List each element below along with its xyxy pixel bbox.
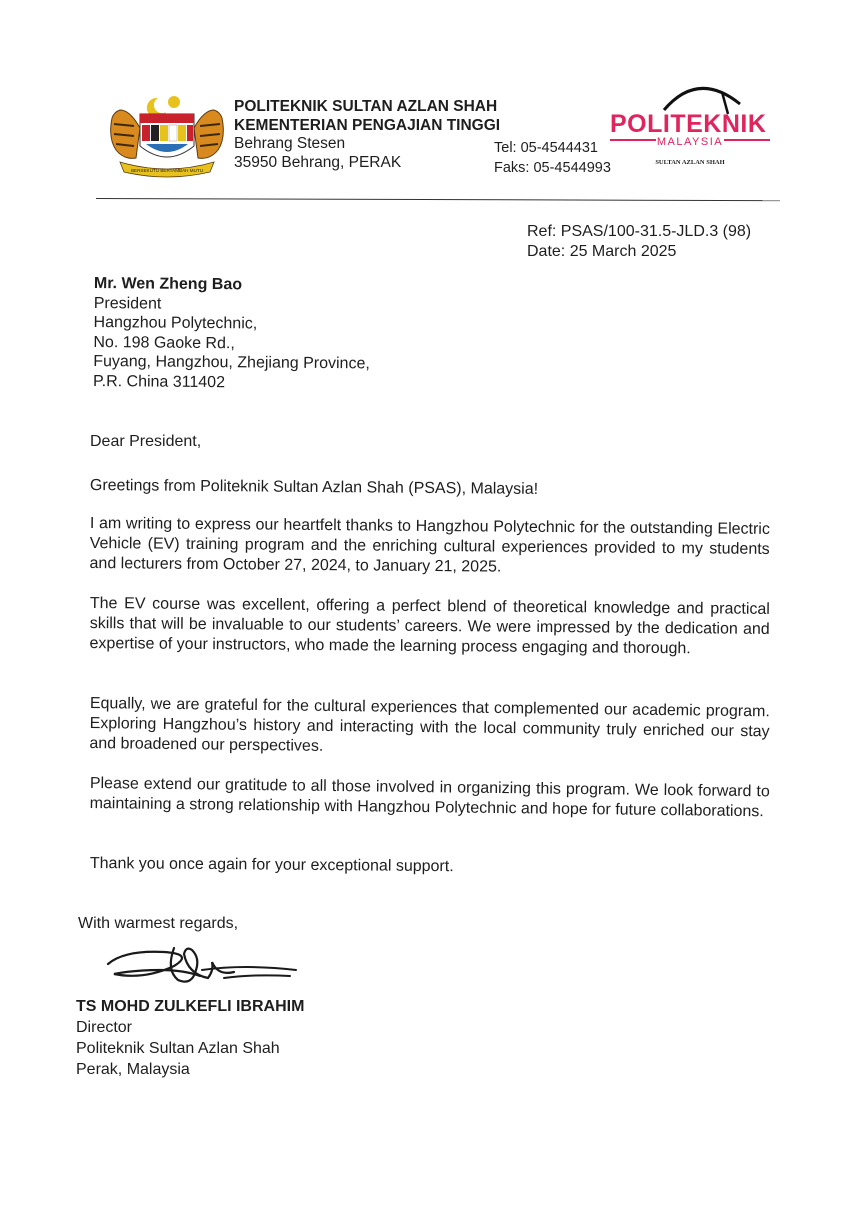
header-divider (96, 198, 780, 201)
recipient-address (93, 274, 371, 394)
paragraph-thanks: I am writing to express our heartfelt thanks to Hangzhou Polytechnic for the outstanding Electric Vehicle (EV) training program and the enriching cultural experiences provided to my students and lecturers from October 27, 2024, to January 21, 2025. (89, 514, 770, 576)
closing-regards: With warmest regards, (78, 915, 239, 932)
recipient-title: President (93, 294, 162, 313)
svg-text:BERSEKUTU BERTAMBAH MUTU: BERSEKUTU BERTAMBAH MUTU (130, 168, 204, 173)
closing-thanks: Thank you once again for your exceptional support. (89, 854, 454, 876)
fax: Faks: 05-4544993 (494, 160, 611, 176)
paragraph-culture: Equally, we are grateful for the cultural experiences that complemented our academic program. Exploring Hangzhou’s history and interacting with the local community truly enriched our stay and broadened our perspectives. (89, 694, 770, 755)
telephone: Tel: 05-4544431 (494, 140, 598, 156)
institution-header (234, 98, 500, 172)
svg-text:POLITEKNIK: POLITEKNIK (610, 110, 767, 138)
contact-block (494, 138, 611, 178)
signer-block (76, 996, 304, 1080)
signer-location: Perak, Malaysia (76, 1061, 190, 1078)
reference-number: Ref: PSAS/100-31.5-JLD.3 (98) (527, 223, 752, 240)
paragraph-course: The EV course was excellent, offering a perfect blend of theoretical knowledge and practical skills that will be invaluable to our students’ careers. We were impressed by the dedication and expertise of your instructors, who made the learning process engaging and thorough. (89, 594, 770, 658)
recipient-country: P.R. China 311402 (92, 372, 226, 392)
letter-date: Date: 25 March 2025 (527, 243, 677, 260)
svg-text:MALAYSIA: MALAYSIA (656, 136, 724, 148)
ministry-name: KEMENTERIAN PENGAJIAN TINGGI (234, 116, 501, 134)
signer-title: Director (76, 1019, 133, 1036)
signer-organization: Politeknik Sultan Azlan Shah (76, 1040, 280, 1057)
handwritten-signature (104, 940, 300, 996)
address-line-1: Behrang Stesen (234, 135, 346, 152)
recipient-name: Mr. Wen Zheng Bao (93, 274, 243, 294)
paragraph-gratitude: Please extend our gratitude to all those involved in organizing this program. We look forward to maintaining a strong relationship with Hangzhou Polytechnic and hope for future collaborations. (89, 774, 770, 821)
address-line-2: 35950 Behrang, PERAK (234, 153, 402, 171)
greeting: Greetings from Politeknik Sultan Azlan Shah (PSAS), Malaysia! (89, 476, 539, 498)
recipient-street: No. 198 Gaoke Rd., (93, 333, 235, 353)
recipient-org: Hangzhou Polytechnic, (93, 314, 258, 333)
politeknik-logo (608, 74, 774, 174)
institution-name: POLITEKNIK SULTAN AZLAN SHAH (234, 98, 498, 115)
svg-text:SULTAN AZLAN SHAH: SULTAN AZLAN SHAH (655, 159, 725, 166)
recipient-city: Fuyang, Hangzhou, Zhejiang Province, (93, 353, 370, 373)
salutation: Dear President, (90, 433, 202, 450)
reference-block (527, 222, 751, 262)
coat-of-arms-emblem (106, 88, 228, 180)
signer-name: TS MOHD ZULKEFLI IBRAHIM (76, 998, 305, 1015)
